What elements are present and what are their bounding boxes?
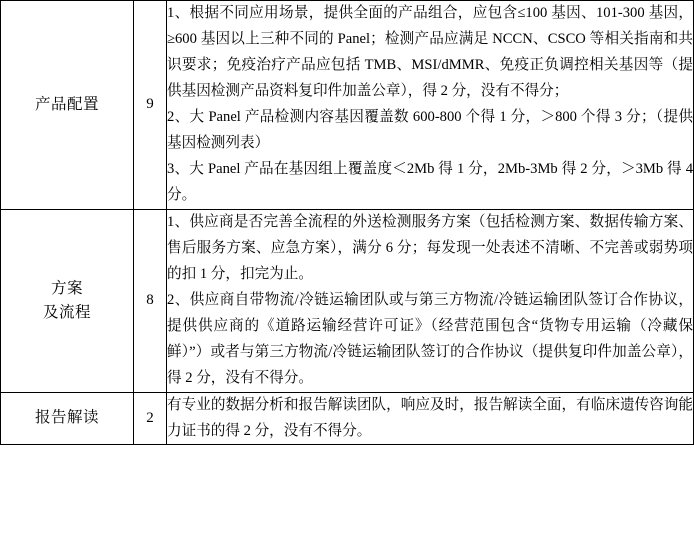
- row-category-name: [1, 392, 134, 445]
- table-row: [1, 1, 694, 210]
- category-text: [1, 93, 133, 117]
- category-line: 方案: [50, 279, 83, 297]
- row-detail-text: [167, 1, 694, 210]
- row-score-value: 9: [134, 1, 167, 210]
- detail-paragraph: 2、供应商自带物流/冷链运输团队或与第三方物流/冷链运输团队签订合作协议，提供供应商的《道路运输经营许可证》（经营范围包含“货物专用运输（冷藏保鲜）”）或者与第三方物流/冷链运输团队签订的合作协议（提供复印件加盖公章），得 2 分，没有不得分。: [167, 291, 693, 386]
- table-row: [1, 209, 694, 392]
- table-body: [1, 1, 694, 445]
- row-score-value: 2: [134, 392, 167, 445]
- row-detail-text: [167, 392, 694, 445]
- detail-paragraph: 有专业的数据分析和报告解读团队，响应及时，报告解读全面，有临床遗传咨询能力证书的得 2 分，没有不得分。: [167, 396, 693, 439]
- row-category-name: [1, 1, 134, 210]
- category-line: 及流程: [42, 303, 91, 321]
- detail-paragraph: 1、供应商是否完善全流程的外送检测服务方案（包括检测方案、数据传输方案、售后服务方案、应急方案），满分 6 分；每发现一处表述不清晰、不完善或弱势项的扣 1 分，扣完为止。: [167, 213, 693, 282]
- row-detail-text: [167, 209, 694, 392]
- detail-paragraph: 3、大 Panel 产品在基因组上覆盖度＜2Mb 得 1 分，2Mb-3Mb 得 2 分，＞3Mb 得 4 分。: [167, 160, 693, 203]
- category-text: [1, 406, 133, 430]
- category-line: 产品配置: [34, 95, 99, 113]
- detail-paragraph: 1、根据不同应用场景，提供全面的产品组合，应包含≤100 基因、101-300 基因，≥600 基因以上三种不同的 Panel；检测产品应满足 NCCN、CSCO 等相关指南和共识要求；免疫治疗产品应包括 TMB、MSI/dMMR、免疫正负调控相关基因等（提供基因检测产品资料复印件加盖公章），得 2 分，没有不得分；: [167, 5, 693, 99]
- category-line: 报告解读: [34, 409, 99, 427]
- row-score-value: 8: [134, 209, 167, 392]
- category-text: [1, 277, 133, 325]
- table-row: [1, 392, 694, 445]
- row-category-name: [1, 209, 134, 392]
- detail-paragraph: 2、大 Panel 产品检测内容基因覆盖数 600-800 个得 1 分，＞800 个得 3 分；（提供基因检测列表）: [167, 108, 693, 151]
